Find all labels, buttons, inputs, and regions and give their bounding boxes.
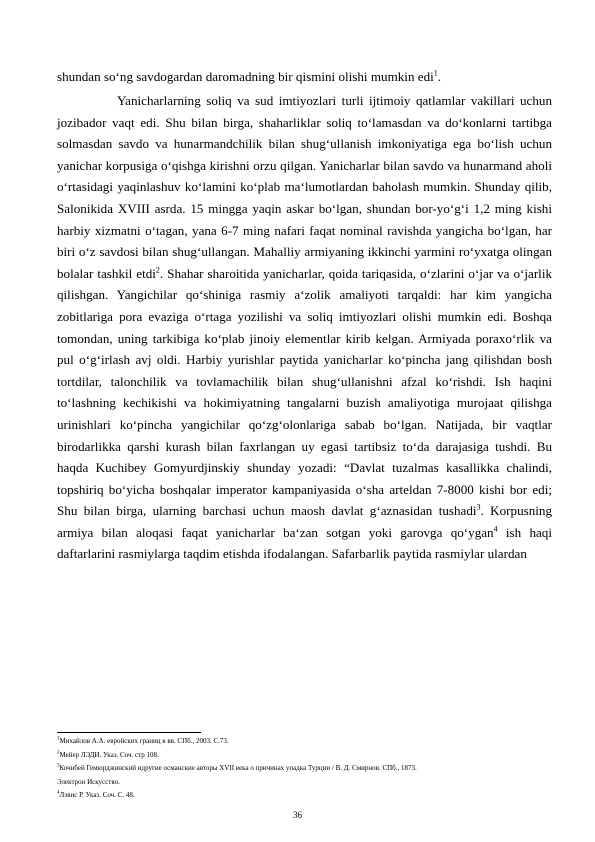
footnote-number: 2 [57,750,60,756]
paragraph-text-part-4: ish haqi daftarlarini rasmiylarga taqdim etishda ifodalangan. Safarbarlik paytida rasmiylar ulardan [57,524,552,562]
footnote-number: 3 [57,763,60,769]
footnote-ref-4: 4 [493,524,498,534]
footnote-ref-1: 1 [433,68,438,78]
footnote [57,749,552,763]
footnotes [57,735,552,803]
paragraph-text-part-3: . Korpusning armiya bilan aloqasi faqat yanicharlar baʻzan sotgan yoki garovga qoʻygan [57,503,552,540]
footnote-ref-2: 2 [155,265,160,275]
footnote [57,735,552,749]
footnote-text: Мейер ЛЭДИ. Указ. Соч. стр 108. [59,750,159,759]
continuation-text: shundan soʻng savdogardan daromadning bir qismini olishi mumkin edi [57,69,434,84]
footnote-text: Михайлов А.А. евройских границ в вв. СПб., 2003. С.73. [59,737,229,745]
continuation-line [57,66,552,88]
footnote-text: Электрон Искусство. [57,777,120,786]
page-number: 36 [293,810,302,820]
footnote-number: 1 [57,736,60,742]
body-paragraph [57,90,552,565]
footnote [57,776,552,790]
footnote [57,762,552,776]
footnote-number: 4 [57,791,60,797]
paragraph-text-part-2: . Shahar sharoitida yanicharlar, qoida tariqasida, oʻzlarini oʻjar va oʻjarlik qilishgan. Yangichilar qoʻshiniga rasmiy aʻzolik amaliyoti tarqaldi: har kim yangicha zobitlariga pora evaziga oʻrtaga yozilishi va soliq imtiyozlari olishi mumkin edi. Boshqa tomondan, uning tarkibiga koʻplab jinoiy elementlar kirib kelgan. Armiyada poraxoʻrlik va pul oʻgʻirlash avj oldi. Harbiy yurishlar paytida yanicharlar koʻpincha jang qilishdan bosh tortdilar, talonchilik va tovlamachilik bilan shugʻullanishni afzal koʻrishdi. Ish haqini toʻlashning kechikishi va hokimiyatning tangalarni buzish amaliyotiga murojaat qilishga urinishlari koʻpincha yangichilar qoʻzgʻolonlariga sabab boʻlgan. Natijada, bir vaqtlar birodarlikka qarshi kurash bilan faxrlangan uy egasi tartibsiz toʻda darajasiga tushdi. Bu haqda Kuchibey Gomyurdjinskiy shunday yozadi: “Davlat tuzalmas kasallikka chalindi, topshiriq boʻyicha boshqalar imperator kampaniyasida oʻsha arteldan 7-8000 kishi bor edi; Shu bilan birga, ularning barchasi uchun maosh davlat gʻaznasidan tushadi [57,265,553,519]
paragraph-text-part-1: Yanicharlarning soliq va sud imtiyozlari turli ijtimoiy qatlamlar vakillari uchun jozibador vaqt edi. Shu bilan birga, shaharliklar soliq toʻlamasdan va doʻkonlarni tartibga solmasdan savdo va hunarmandchilik bilan shugʻullanish imkoniyatiga ega boʻlish uchun yanichar korpusiga oʻqishga kirishni orzu qilgan. Yanicharlar bilan savdo va hunarmand aholi oʻrtasidagi yaqinlashuv koʻlamini koʻplab maʻlumotlardan baholash mumkin. Shunday qilib, Salonikida XVIII asrda. 15 mingga yaqin askar boʻlgan, shundan bor-yoʻgʻi 1,2 ming kishi harbiy xizmatni oʻtagan, yana 6-7 ming nafari faqat nominal ravishda yangicha boʻlgan, har biri oʻz savdosi bilan shugʻullangan. Mahalliy armiyaning ikkinchi yarmini roʻyxatga olingan bolalar tashkil etdi [57,93,552,281]
footnote-ref-3: 3 [476,502,481,512]
footnote-separator [57,732,201,733]
footnote-text: Лэвис Р. Указ. Соч. С. 48. [59,791,135,800]
continuation-end: . [437,69,442,84]
footnote [57,789,552,803]
footnote-text: Кочибей Гемюрджинский идругие османские авторы XVII века о причинах упадка Турции / В. Д. Смирнов. СПб., 1873. [59,764,417,773]
